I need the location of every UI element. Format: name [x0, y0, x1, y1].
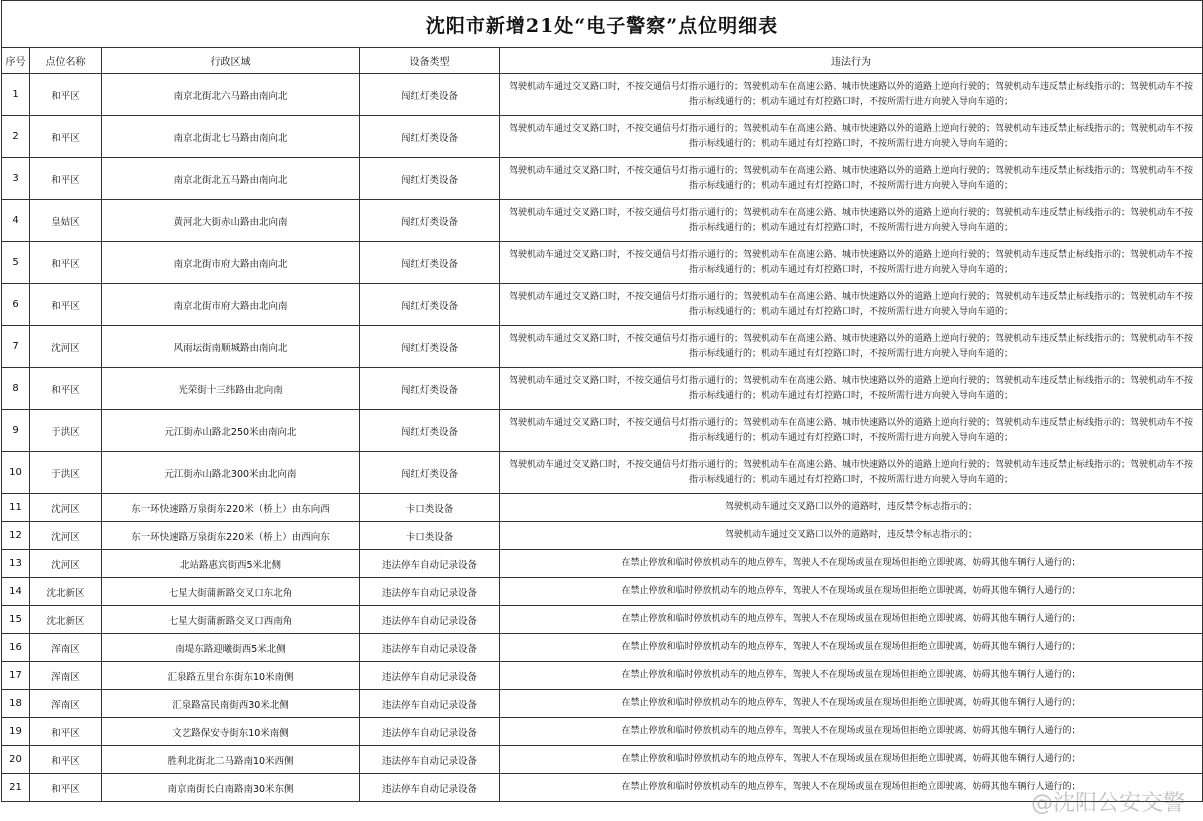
row-district: 和平区: [30, 74, 102, 116]
table-row: [2, 158, 1203, 200]
row-violation: 驾驶机动车通过交叉路口以外的道路时，违反禁令标志指示的；: [500, 522, 1203, 550]
row-device-type: 闯红灯类设备: [360, 284, 500, 326]
row-location: 汇泉路富民南街西30米北侧: [102, 690, 360, 718]
row-device-type: 违法停车自动记录设备: [360, 634, 500, 662]
row-location: 七星大街蒲新路交叉口东北角: [102, 578, 360, 606]
row-number: 13: [2, 550, 30, 578]
row-district: 沈北新区: [30, 606, 102, 634]
table-row: [2, 452, 1203, 494]
row-number: 14: [2, 578, 30, 606]
row-device-type: 违法停车自动记录设备: [360, 662, 500, 690]
watermark: @沈阳公安交警: [1030, 791, 1185, 816]
row-violation: 在禁止停放和临时停放机动车的地点停车，驾驶人不在现场或虽在现场但拒绝立即驶离，妨碍其他车辆行人通行的；: [500, 634, 1203, 662]
row-device-type: 违法停车自动记录设备: [360, 690, 500, 718]
row-district: 浑南区: [30, 662, 102, 690]
row-device-type: 闯红灯类设备: [360, 158, 500, 200]
row-number: 11: [2, 494, 30, 522]
row-district: 浑南区: [30, 690, 102, 718]
row-violation: 在禁止停放和临时停放机动车的地点停车，驾驶人不在现场或虽在现场但拒绝立即驶离，妨碍其他车辆行人通行的；: [500, 718, 1203, 746]
row-device-type: 违法停车自动记录设备: [360, 774, 500, 802]
row-location: 七星大街蒲新路交叉口西南角: [102, 606, 360, 634]
row-violation: 驾驶机动车通过交叉路口时，不按交通信号灯指示通行的；驾驶机动车在高速公路、城市快速路以外的道路上逆向行驶的；驾驶机动车违反禁止标线指示的；驾驶机动车不按指示标线通行的；机动车通过有灯控路口时，不按所需行进方向驶入导向车道的；: [500, 158, 1203, 200]
header-admin-area: 行政区域: [102, 48, 360, 74]
table-row: [2, 522, 1203, 550]
row-number: 20: [2, 746, 30, 774]
row-location: 风雨坛街南顺城路由南向北: [102, 326, 360, 368]
row-district: 和平区: [30, 242, 102, 284]
table-row: [2, 368, 1203, 410]
row-location: 南京北街北五马路由南向北: [102, 158, 360, 200]
table-row: [2, 634, 1203, 662]
row-number: 12: [2, 522, 30, 550]
location-detail-table: [1, 0, 1203, 802]
row-violation: 驾驶机动车通过交叉路口时，不按交通信号灯指示通行的；驾驶机动车在高速公路、城市快速路以外的道路上逆向行驶的；驾驶机动车违反禁止标线指示的；驾驶机动车不按指示标线通行的；机动车通过有灯控路口时，不按所需行进方向驶入导向车道的；: [500, 410, 1203, 452]
row-device-type: 违法停车自动记录设备: [360, 606, 500, 634]
row-number: 21: [2, 774, 30, 802]
row-violation: 驾驶机动车通过交叉路口时，不按交通信号灯指示通行的；驾驶机动车在高速公路、城市快速路以外的道路上逆向行驶的；驾驶机动车违反禁止标线指示的；驾驶机动车不按指示标线通行的；机动车通过有灯控路口时，不按所需行进方向驶入导向车道的；: [500, 326, 1203, 368]
table-row: [2, 774, 1203, 802]
header-violation: 违法行为: [500, 48, 1203, 74]
row-district: 和平区: [30, 746, 102, 774]
table-row: [2, 550, 1203, 578]
row-violation: 驾驶机动车通过交叉路口以外的道路时，违反禁令标志指示的；: [500, 494, 1203, 522]
header-no: 序号: [2, 48, 30, 74]
row-number: 10: [2, 452, 30, 494]
row-violation: 在禁止停放和临时停放机动车的地点停车，驾驶人不在现场或虽在现场但拒绝立即驶离，妨碍其他车辆行人通行的；: [500, 690, 1203, 718]
row-district: 沈河区: [30, 326, 102, 368]
table-title: 沈阳市新增21处“电子警察”点位明细表: [2, 1, 1203, 48]
row-violation: 在禁止停放和临时停放机动车的地点停车，驾驶人不在现场或虽在现场但拒绝立即驶离，妨碍其他车辆行人通行的；: [500, 746, 1203, 774]
table-row: [2, 410, 1203, 452]
row-district: 于洪区: [30, 410, 102, 452]
row-district: 浑南区: [30, 634, 102, 662]
row-location: 南堤东路迎曦街西5米北侧: [102, 634, 360, 662]
row-number: 2: [2, 116, 30, 158]
header-row: [2, 48, 1203, 74]
row-district: 沈河区: [30, 550, 102, 578]
row-device-type: 违法停车自动记录设备: [360, 718, 500, 746]
row-device-type: 闯红灯类设备: [360, 116, 500, 158]
row-device-type: 违法停车自动记录设备: [360, 550, 500, 578]
table-row: [2, 746, 1203, 774]
row-district: 皇姑区: [30, 200, 102, 242]
row-location: 东一环快速路万泉街东220米（桥上）由西向东: [102, 522, 360, 550]
row-violation: 在禁止停放和临时停放机动车的地点停车，驾驶人不在现场或虽在现场但拒绝立即驶离，妨碍其他车辆行人通行的；: [500, 606, 1203, 634]
row-location: 南京北街北七马路由南向北: [102, 116, 360, 158]
row-number: 6: [2, 284, 30, 326]
table-row: [2, 200, 1203, 242]
row-number: 19: [2, 718, 30, 746]
row-location: 南京南街长白南路南30米东侧: [102, 774, 360, 802]
table-row: [2, 116, 1203, 158]
row-district: 和平区: [30, 774, 102, 802]
row-district: 沈河区: [30, 494, 102, 522]
row-location: 元江街赤山路北300米由北向南: [102, 452, 360, 494]
row-district: 和平区: [30, 158, 102, 200]
row-district: 和平区: [30, 284, 102, 326]
row-number: 18: [2, 690, 30, 718]
row-location: 东一环快速路万泉街东220米（桥上）由东向西: [102, 494, 360, 522]
row-violation: 在禁止停放和临时停放机动车的地点停车，驾驶人不在现场或虽在现场但拒绝立即驶离，妨碍其他车辆行人通行的；: [500, 662, 1203, 690]
row-violation: 驾驶机动车通过交叉路口时，不按交通信号灯指示通行的；驾驶机动车在高速公路、城市快速路以外的道路上逆向行驶的；驾驶机动车违反禁止标线指示的；驾驶机动车不按指示标线通行的；机动车通过有灯控路口时，不按所需行进方向驶入导向车道的；: [500, 242, 1203, 284]
header-device-type: 设备类型: [360, 48, 500, 74]
row-device-type: 闯红灯类设备: [360, 410, 500, 452]
row-location: 黄河北大街赤山路由北向南: [102, 200, 360, 242]
row-location: 南京北街北六马路由南向北: [102, 74, 360, 116]
row-number: 9: [2, 410, 30, 452]
header-point-name: 点位名称: [30, 48, 102, 74]
row-violation: 驾驶机动车通过交叉路口时，不按交通信号灯指示通行的；驾驶机动车在高速公路、城市快速路以外的道路上逆向行驶的；驾驶机动车违反禁止标线指示的；驾驶机动车不按指示标线通行的；机动车通过有灯控路口时，不按所需行进方向驶入导向车道的；: [500, 200, 1203, 242]
table-row: [2, 242, 1203, 284]
row-location: 元江街赤山路北250米由南向北: [102, 410, 360, 452]
row-location: 文艺路保安寺街东10米南侧: [102, 718, 360, 746]
row-device-type: 违法停车自动记录设备: [360, 746, 500, 774]
row-device-type: 闯红灯类设备: [360, 368, 500, 410]
table-row: [2, 326, 1203, 368]
row-violation: 驾驶机动车通过交叉路口时，不按交通信号灯指示通行的；驾驶机动车在高速公路、城市快速路以外的道路上逆向行驶的；驾驶机动车违反禁止标线指示的；驾驶机动车不按指示标线通行的；机动车通过有灯控路口时，不按所需行进方向驶入导向车道的；: [500, 284, 1203, 326]
row-number: 3: [2, 158, 30, 200]
row-location: 南京北街市府大路由北向南: [102, 284, 360, 326]
table-row: [2, 606, 1203, 634]
table-row: [2, 578, 1203, 606]
row-location: 汇泉路五里台东街东10米南侧: [102, 662, 360, 690]
row-district: 于洪区: [30, 452, 102, 494]
row-device-type: 违法停车自动记录设备: [360, 578, 500, 606]
row-device-type: 卡口类设备: [360, 522, 500, 550]
row-district: 和平区: [30, 116, 102, 158]
row-violation: 驾驶机动车通过交叉路口时，不按交通信号灯指示通行的；驾驶机动车在高速公路、城市快速路以外的道路上逆向行驶的；驾驶机动车违反禁止标线指示的；驾驶机动车不按指示标线通行的；机动车通过有灯控路口时，不按所需行进方向驶入导向车道的；: [500, 74, 1203, 116]
row-district: 沈北新区: [30, 578, 102, 606]
row-district: 沈河区: [30, 522, 102, 550]
table-row: [2, 690, 1203, 718]
row-number: 17: [2, 662, 30, 690]
row-violation: 在禁止停放和临时停放机动车的地点停车，驾驶人不在现场或虽在现场但拒绝立即驶离，妨碍其他车辆行人通行的；: [500, 550, 1203, 578]
row-location: 光荣街十三纬路由北向南: [102, 368, 360, 410]
row-district: 和平区: [30, 368, 102, 410]
row-device-type: 闯红灯类设备: [360, 452, 500, 494]
row-device-type: 闯红灯类设备: [360, 242, 500, 284]
row-location: 北站路惠宾街西5米北侧: [102, 550, 360, 578]
row-number: 5: [2, 242, 30, 284]
row-number: 4: [2, 200, 30, 242]
table-row: [2, 284, 1203, 326]
row-violation: 驾驶机动车通过交叉路口时，不按交通信号灯指示通行的；驾驶机动车在高速公路、城市快速路以外的道路上逆向行驶的；驾驶机动车违反禁止标线指示的；驾驶机动车不按指示标线通行的；机动车通过有灯控路口时，不按所需行进方向驶入导向车道的；: [500, 452, 1203, 494]
row-device-type: 闯红灯类设备: [360, 326, 500, 368]
row-violation: 驾驶机动车通过交叉路口时，不按交通信号灯指示通行的；驾驶机动车在高速公路、城市快速路以外的道路上逆向行驶的；驾驶机动车违反禁止标线指示的；驾驶机动车不按指示标线通行的；机动车通过有灯控路口时，不按所需行进方向驶入导向车道的；: [500, 368, 1203, 410]
row-number: 15: [2, 606, 30, 634]
table-row: [2, 718, 1203, 746]
row-number: 16: [2, 634, 30, 662]
row-number: 8: [2, 368, 30, 410]
table-row: [2, 494, 1203, 522]
table-row: [2, 662, 1203, 690]
row-number: 7: [2, 326, 30, 368]
row-location: 胜利北街北二马路南10米西侧: [102, 746, 360, 774]
row-device-type: 闯红灯类设备: [360, 200, 500, 242]
table-row: [2, 74, 1203, 116]
row-device-type: 闯红灯类设备: [360, 74, 500, 116]
row-violation: 在禁止停放和临时停放机动车的地点停车，驾驶人不在现场或虽在现场但拒绝立即驶离，妨碍其他车辆行人通行的；: [500, 578, 1203, 606]
row-number: 1: [2, 74, 30, 116]
row-violation: 驾驶机动车通过交叉路口时，不按交通信号灯指示通行的；驾驶机动车在高速公路、城市快速路以外的道路上逆向行驶的；驾驶机动车违反禁止标线指示的；驾驶机动车不按指示标线通行的；机动车通过有灯控路口时，不按所需行进方向驶入导向车道的；: [500, 116, 1203, 158]
row-district: 和平区: [30, 718, 102, 746]
row-violation: 在禁止停放和临时停放机动车的地点停车，驾驶人不在现场或虽在现场但拒绝立即驶离，妨碍其他车辆行人通行的；: [500, 774, 1203, 802]
row-device-type: 卡口类设备: [360, 494, 500, 522]
row-location: 南京北街市府大路由南向北: [102, 242, 360, 284]
